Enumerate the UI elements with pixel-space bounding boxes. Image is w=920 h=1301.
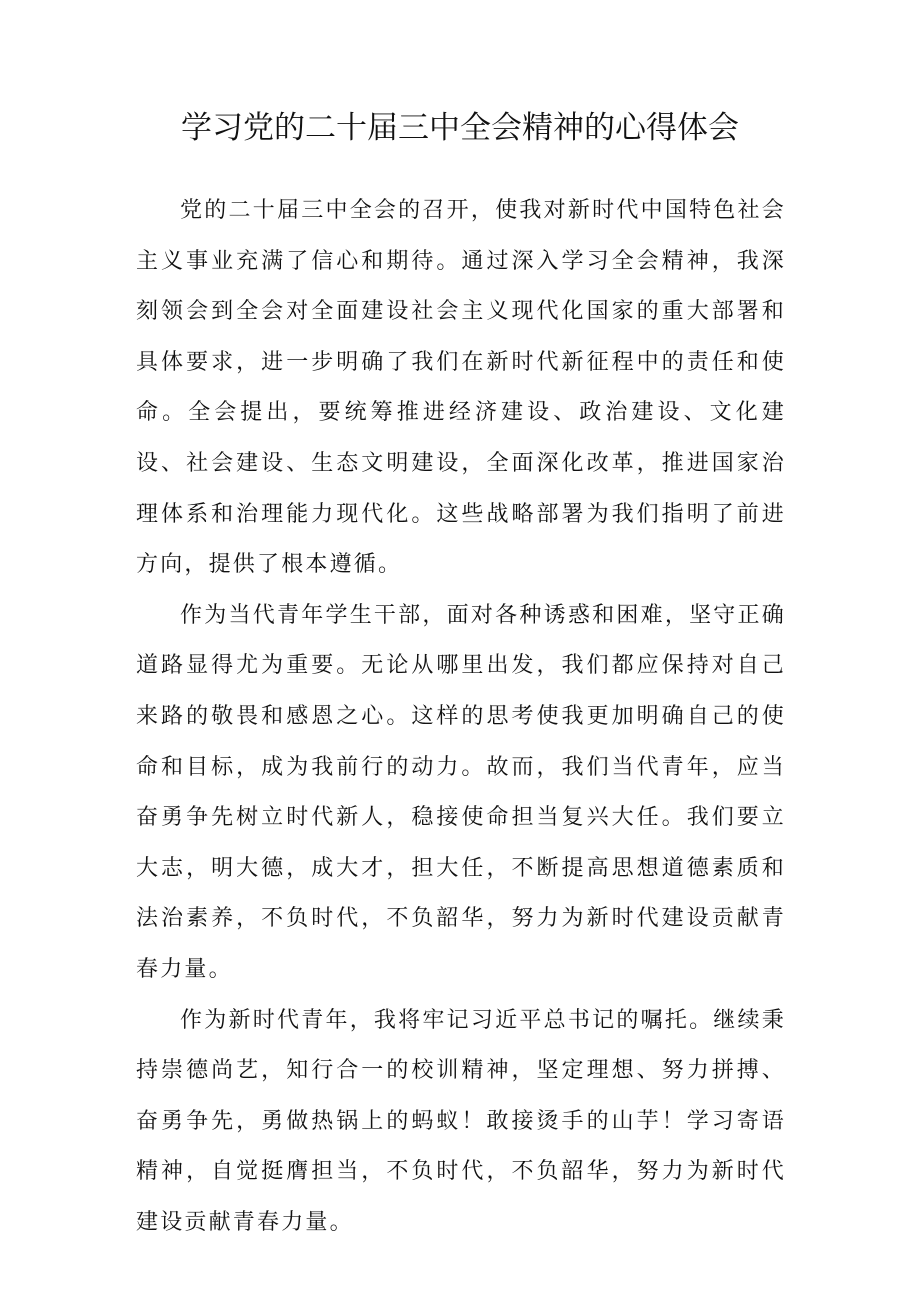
paragraph-3: 作为新时代青年，我将牢记习近平总书记的嘱托。继续秉持崇德尚艺，知行合一的校训精神，坚定理想、努力拼搏、奋勇争先，勇做热锅上的蚂蚁！敢接烫手的山芋！学习寄语精神，自觉挺膺担当，不负时代，不负韶华，努力为新时代建设贡献青春力量。 — [136, 1007, 786, 1235]
paragraph-1: 党的二十届三中全会的召开，使我对新时代中国特色社会主义事业充满了信心和期待。通过深入学习全会精神，我深刻领会到全会对全面建设社会主义现代化国家的重大部署和具体要求，进一步明确了我们在新时代新征程中的责任和使命。全会提出，要统筹推进经济建设、政治建设、文化建设、社会建设、生态文明建设，全面深化改革，推进国家治理体系和治理能力现代化。这些战略部署为我们指明了前进方向，提供了根本遵循。 — [136, 198, 786, 578]
paragraph-2: 作为当代青年学生干部，面对各种诱惑和困难，坚守正确道路显得尤为重要。无论从哪里出发，我们都应保持对自己来路的敬畏和感恩之心。这样的思考使我更加明确自己的使命和目标，成为我前行的动力。故而，我们当代青年，应当奋勇争先树立时代新人，稳接使命担当复兴大任。我们要立大志，明大德，成大才，担大任，不断提高思想道德素质和法治素养，不负时代，不负韶华，努力为新时代建设贡献青春力量。 — [136, 602, 786, 982]
document-title: 学习党的二十届三中全会精神的心得体会 — [181, 110, 739, 146]
document-body — [136, 186, 786, 1248]
